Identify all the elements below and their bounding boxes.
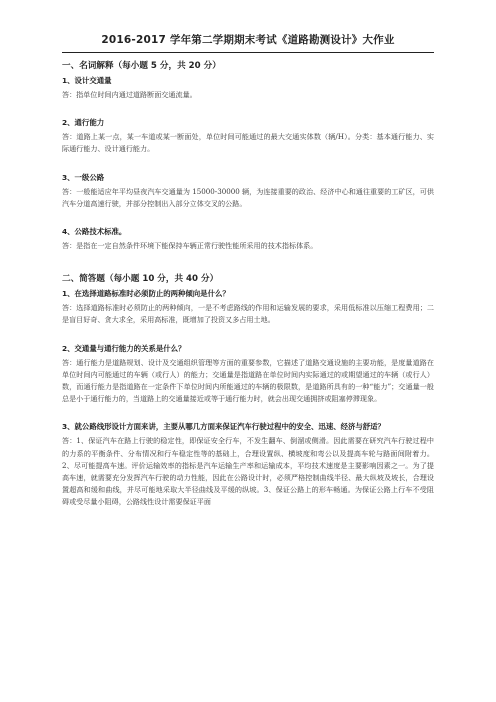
definition-item [62,75,434,101]
question-title: 4、公路技术标准。 [62,227,127,237]
short-answer-item [62,343,434,406]
answer-text: 答：一般能适应年平均昼夜汽车交通量为 15000-30000 辆，为连接重要的政治、经济中心和通往重要的工矿区，可供汽车分道高速行驶，并部分控制出入部分立体交叉的公路。 [62,186,434,208]
question-title: 1、设计交通量 [62,76,112,85]
answer-text: 答：选择道路标准时必须防止的两种倾向，一是不考虑路线的作用和运输发展的要求，采用低标准以压缩工程费用；二是盲目好奇、贪大求全，采用高标准，既增加了投资又多占用土地。 [62,303,434,325]
definition-item [62,172,434,210]
question-title: 3、就公路线形设计方面来讲，主要从哪几方面来保证汽车行驶过程中的安全、迅速、经济与舒适？ [62,422,385,432]
question-title: 3、一级公路 [62,172,105,182]
section-heading-short-answer: 二、简答题（每小题 10 分，共 40 分） [62,274,219,285]
definition-item [62,226,434,252]
question-title: 2、交通量与通行能力的关系是什么？ [62,343,186,353]
answer-text: 答：1、保证汽车在路上行驶的稳定性，即保证安全行车，不发生翻车、倒溜或侧滑。因此需要在研究汽车行驶过程中的力系的平衡条件、分布情况和行车稳定性等的基础上，合理设置纵、横坡度和弯公以及提高车轮与路面间附着力。2、尽可能提高车速。评价运输效率的指标是汽车运输生产率和运输成本，平均技术速度是主要影响因素之一。为了提高车速，就需要充分发挥汽车行驶的动力性能，因此在公路设计时，必须严格控制曲线半径、最大纵坡及坡长，合理设置超高和缓和曲线，并尽可能地采取大半径曲线及平缓的纵坡。3、保证公路上的形车畅通。为保证公路上行车不受阻碍或受尽量小阻碍，公路线性设计需要保证平面 [62,436,434,507]
document-page [62,32,434,509]
answer-text: 答：道路上某一点，某一车道或某一断面处，单位时间可能通过的最大交通实体数（辆/H）。分类：基本通行能力、实际通行能力、设计通行能力。 [62,132,434,154]
answer-text: 答：是指在一定自然条件环境下能保持车辆正常行驶性能所采用的技术指标体系。 [62,241,318,251]
answer-text: 答：通行能力是道路规划、设计及交通组织管理等方面的重要参数，它描述了道路交通设施的主要功能，是度量道路在单位时间内可能通过的车辆（或行人）的能力；交通量是指道路在单位时间内实际通过的或期望通过的车辆（或行人）数，而通行能力是指道路在一定条件下单位时间内所能通过的车辆的极限数，是道路所具有的一种“能力”；交通量一般总是小于通行能力的，当道路上的交通量接近或等于通行能力时，就会出现交通拥挤或阻塞停滞现象。 [62,357,434,404]
document-title: 2016-2017 学年第二学期期末考试《道路勘测设计》大作业 [62,32,434,53]
question-title: 1、在选择道路标准时必须防止的两种倾向是什么？ [62,289,230,299]
question-title: 2、通行能力 [62,118,105,128]
section-heading-definitions: 一、名词解释（每小题 5 分，共 20 分） [62,61,221,71]
answer-text: 答：指单位时间内通过道路断面交通流量。 [62,90,197,99]
definition-item [62,117,434,155]
short-answer-item [62,421,434,508]
short-answer-item [62,288,434,326]
